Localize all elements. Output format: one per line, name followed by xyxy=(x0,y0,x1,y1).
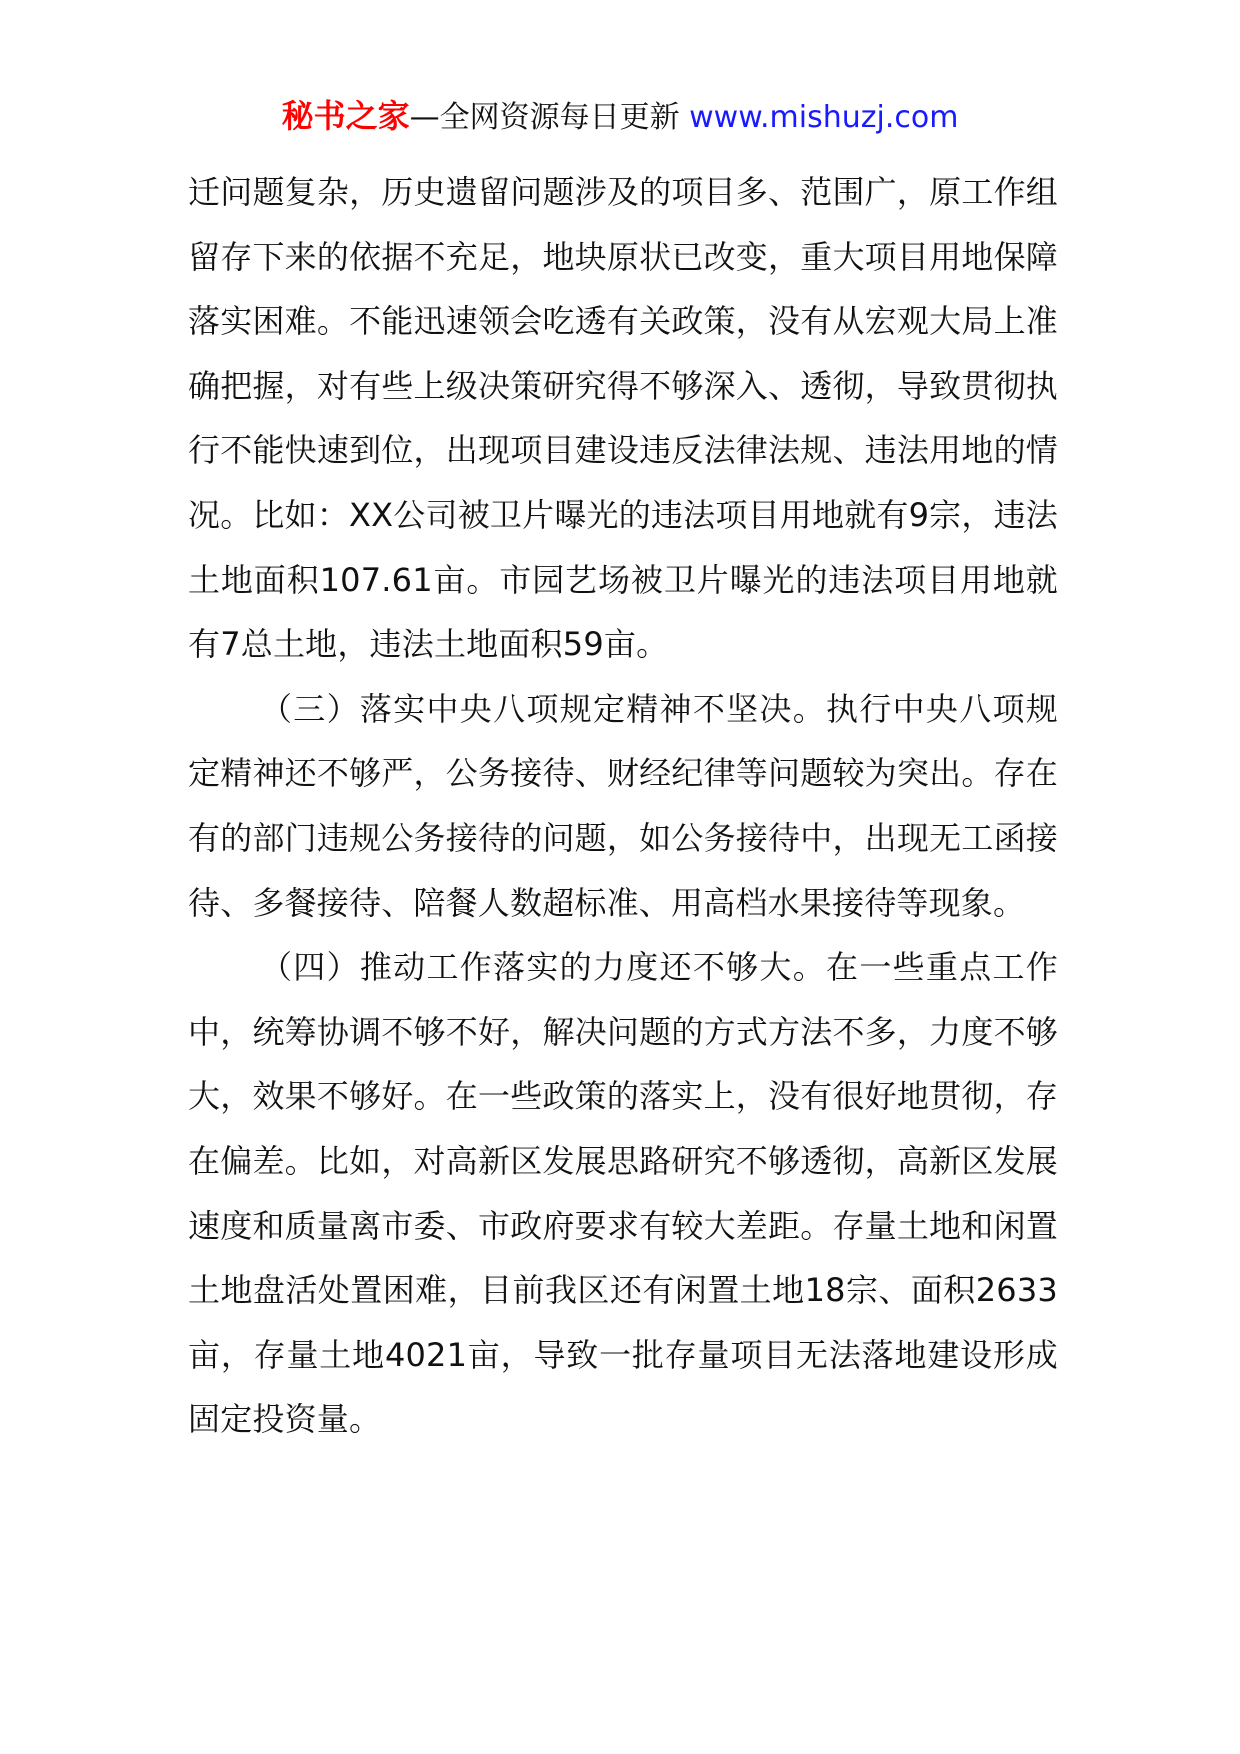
document-body xyxy=(188,160,1058,1452)
header-tagline: —全网资源每日更新 xyxy=(409,100,690,135)
website-link[interactable]: www.mishuzj.com xyxy=(689,100,959,135)
brand-name: 秘书之家 xyxy=(281,97,410,135)
page-header xyxy=(0,96,1240,138)
paragraph-section-three: （三）落实中央八项规定精神不坚决。执行中央八项规定精神还不够严，公务接待、财经纪律等问题较为突出。存在有的部门违规公务接待的问题，如公务接待中，出现无工函接待、多餐接待、陪餐人数超标准、用高档水果接待等现象。 xyxy=(188,689,1058,922)
paragraph-continuation: 迁问题复杂，历史遗留问题涉及的项目多、范围广，原工作组留存下来的依据不充足，地块原状已改变，重大项目用地保障落实困难。不能迅速领会吃透有关政策，没有从宏观大局上准确把握，对有些上级决策研究得不够深入、透彻，导致贯彻执行不能快速到位，出现项目建设违反法律法规、违法用地的情况。比如：XX公司被卫片曝光的违法项目用地就有9宗，违法土地面积107.61亩。市园艺场被卫片曝光的违法项目用地就有7总土地，违法土地面积59亩。 xyxy=(188,173,1058,664)
paragraph-section-four: （四）推动工作落实的力度还不够大。在一些重点工作中，统筹协调不够不好，解决问题的方式方法不多，力度不够大，效果不够好。在一些政策的落实上，没有很好地贯彻，存在偏差。比如，对高新区发展思路研究不够透彻，高新区发展速度和质量离市委、市政府要求有较大差距。存量土地和闲置土地盘活处置困难，目前我区还有闲置土地18宗、面积2633亩，存量土地4021亩，导致一批存量项目无法落地建设形成固定投资量。 xyxy=(188,948,1058,1439)
